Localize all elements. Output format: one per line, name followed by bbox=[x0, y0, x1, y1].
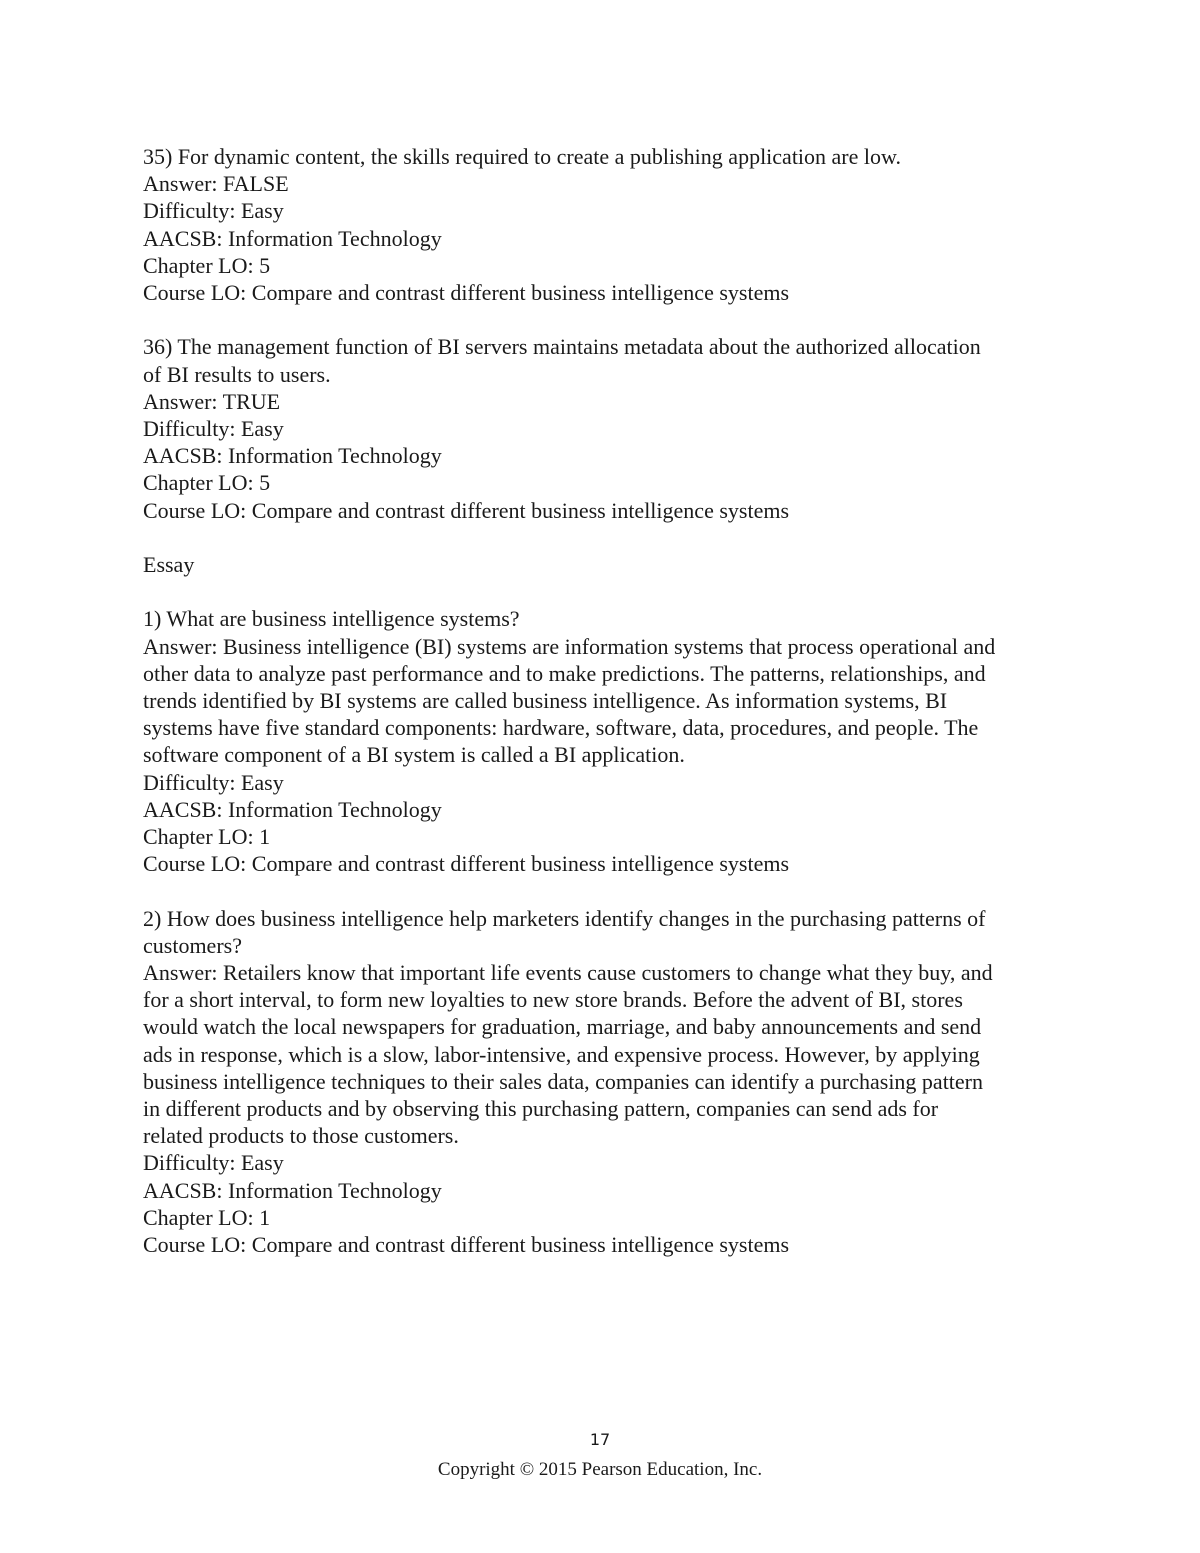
answer-line: trends identified by BI systems are called business intelligence. As information systems, BI bbox=[143, 688, 948, 714]
aacsb: AACSB: Information Technology bbox=[143, 796, 442, 822]
section-title: Essay bbox=[143, 552, 195, 578]
essay-question-1 bbox=[143, 605, 1073, 877]
difficulty: Difficulty: Easy bbox=[143, 198, 284, 224]
course-lo: Course LO: Compare and contrast different business intelligence systems bbox=[143, 497, 790, 523]
question-text: 1) What are business intelligence systems? bbox=[143, 606, 520, 632]
answer-line: software component of a BI system is called a BI application. bbox=[143, 742, 685, 768]
spacer bbox=[143, 877, 1073, 904]
difficulty: Difficulty: Easy bbox=[143, 1150, 284, 1176]
course-lo: Course LO: Compare and contrast different business intelligence systems bbox=[143, 280, 790, 306]
aacsb: AACSB: Information Technology bbox=[143, 225, 442, 251]
essay-question-2 bbox=[143, 905, 1073, 1259]
spacer bbox=[143, 524, 1073, 551]
aacsb: AACSB: Information Technology bbox=[143, 1177, 442, 1203]
chapter-lo: Chapter LO: 5 bbox=[143, 470, 271, 496]
answer-line: would watch the local newspapers for graduation, marriage, and baby announcements and send bbox=[143, 1014, 982, 1040]
question-text: 35) For dynamic content, the skills required to create a publishing application are low. bbox=[143, 144, 901, 169]
document-body bbox=[143, 143, 1073, 1258]
difficulty: Difficulty: Easy bbox=[143, 769, 284, 795]
chapter-lo: Chapter LO: 1 bbox=[143, 1204, 271, 1230]
answer: Answer: TRUE bbox=[143, 388, 281, 414]
answer-line: for a short interval, to form new loyalties to new store brands. Before the advent of BI, stores bbox=[143, 987, 963, 1013]
page-number: 17 bbox=[589, 1430, 611, 1449]
answer-line: related products to those customers. bbox=[143, 1123, 459, 1149]
chapter-lo: Chapter LO: 5 bbox=[143, 252, 271, 278]
answer: Answer: FALSE bbox=[143, 171, 289, 197]
question-text-line-2: customers? bbox=[143, 932, 242, 958]
chapter-lo: Chapter LO: 1 bbox=[143, 824, 271, 850]
copyright-notice: Copyright © 2015 Pearson Education, Inc. bbox=[437, 1459, 763, 1480]
answer-line: Answer: Business intelligence (BI) systems are information systems that process operational and bbox=[143, 633, 996, 659]
aacsb: AACSB: Information Technology bbox=[143, 443, 442, 469]
question-36 bbox=[143, 333, 1073, 523]
difficulty: Difficulty: Easy bbox=[143, 416, 284, 442]
question-35 bbox=[143, 143, 1073, 306]
answer-line: Answer: Retailers know that important life events cause customers to change what they buy, and bbox=[143, 960, 993, 986]
answer-line: other data to analyze past performance and to make predictions. The patterns, relationships, and bbox=[143, 660, 986, 686]
course-lo: Course LO: Compare and contrast different business intelligence systems bbox=[143, 851, 790, 877]
answer-line: ads in response, which is a slow, labor-intensive, and expensive process. However, by applying bbox=[143, 1041, 980, 1067]
answer-line: systems have five standard components: hardware, software, data, procedures, and people. The bbox=[143, 715, 979, 741]
answer-line: in different products and by observing this purchasing pattern, companies can send ads for bbox=[143, 1096, 939, 1122]
question-text-line-1: 36) The management function of BI servers maintains metadata about the authorized allocation bbox=[143, 334, 981, 360]
spacer bbox=[143, 578, 1073, 605]
question-text-line-1: 2) How does business intelligence help marketers identify changes in the purchasing patterns of bbox=[143, 905, 986, 931]
course-lo: Course LO: Compare and contrast different business intelligence systems bbox=[143, 1232, 790, 1258]
question-text-line-2: of BI results to users. bbox=[143, 361, 331, 387]
answer-line: business intelligence techniques to their sales data, companies can identify a purchasing pattern bbox=[143, 1068, 984, 1094]
spacer bbox=[143, 306, 1073, 333]
